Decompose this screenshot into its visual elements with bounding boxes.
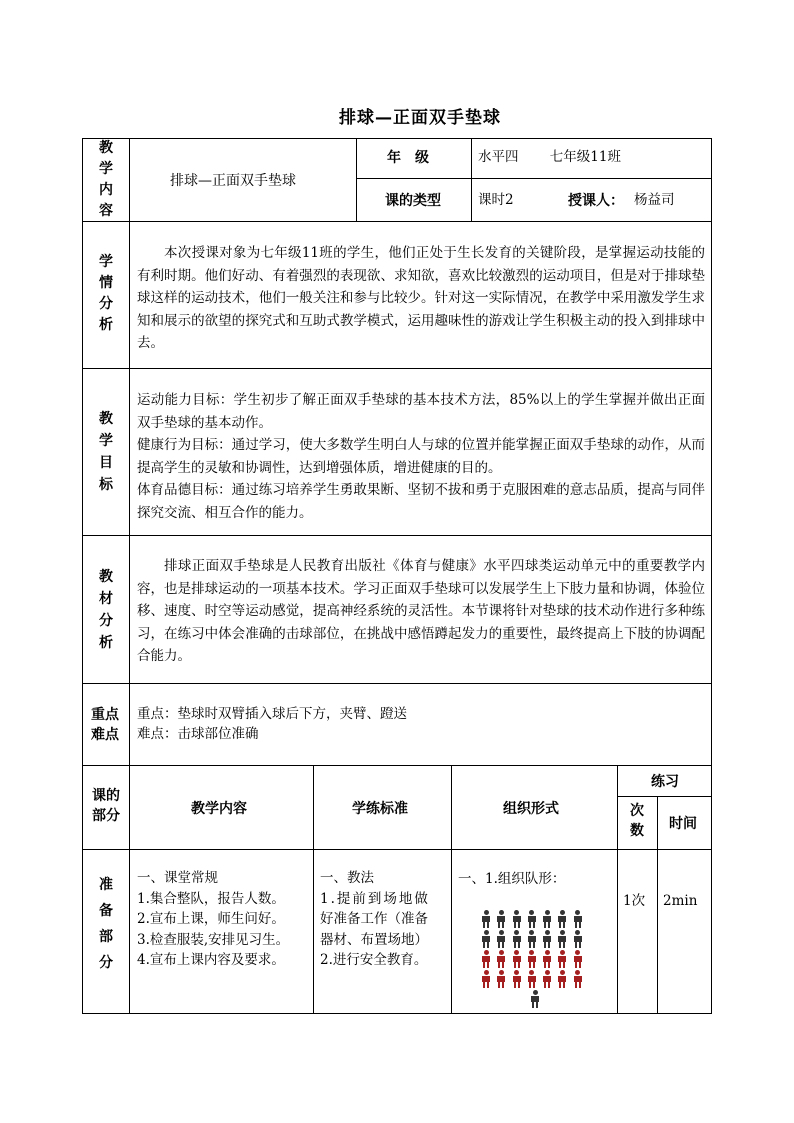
goals-label: 教学目标 xyxy=(99,411,113,493)
students-label: 学情分析 xyxy=(99,254,113,333)
material-text: 排球正面双手垫球是人民教育出版社《体育与健康》水平四球类运动单元中的重要教学内容，也是排球运动的一项基本技术。学习正面双手垫球可以发展学生上下肢力量和协调，体验位移、速度、时空等运动感觉，提高神经系统的灵活性。本节课将针对垫球的技术动作进行多种练习，在练习中体会准确的击球部位，在挑战中感悟蹲起发力的重要性，最终提高上下肢的协调配合能力。 xyxy=(137,558,705,664)
student-figure-icon xyxy=(511,950,523,968)
grade-label: 年 级 xyxy=(387,150,429,166)
goal-health: 健康行为目标：通过学习，使大多数学生明白人与球的位置并能掌握正面双手垫球的动作，从而提高学生的灵敏和协调性，达到增强体质，增进健康的目的。 xyxy=(137,437,705,476)
keypoint-label: 重点 xyxy=(91,707,119,723)
student-figure-icon xyxy=(495,930,507,948)
keypoint-text: 重点：垫球时双臂插入球后下方，夹臂、蹬送 xyxy=(137,706,407,722)
prep-content-line: 2.宣布上课，师生问好。 xyxy=(137,911,285,927)
prep-content-line: 4.宣布上课内容及要求。 xyxy=(137,952,285,968)
prep-content-line: 3.检查服装,安排见习生。 xyxy=(137,931,290,948)
student-figure-icon xyxy=(526,910,538,928)
student-figure-icon xyxy=(480,950,492,968)
prep-standard-line: 一、教法 xyxy=(320,870,374,886)
formation-teacher-row xyxy=(480,990,590,1010)
type-label: 课的类型 xyxy=(385,193,441,209)
org-header: 组织形式 xyxy=(503,801,559,817)
prep-label: 准备部分 xyxy=(99,877,113,971)
practice-header: 练习 xyxy=(651,774,679,790)
standard-header: 学练标准 xyxy=(352,801,408,817)
part-header: 课的部分 xyxy=(92,788,120,824)
page-title: 排球—正面双手垫球 xyxy=(339,108,501,128)
formation-row xyxy=(480,930,595,950)
student-figure-icon xyxy=(480,970,492,988)
student-figure-icon xyxy=(541,970,553,988)
type-value: 课时2 xyxy=(478,192,514,208)
prep-content-line: 1.集合整队，报告人数。 xyxy=(137,890,285,907)
duration-header: 时间 xyxy=(669,816,697,832)
student-figure-icon xyxy=(495,970,507,988)
prep-content-line: 一、课堂常规 xyxy=(137,870,218,886)
content-label: 教学内容 xyxy=(99,140,113,219)
prep-standard-line: 1.提前到场地做 xyxy=(320,890,430,907)
student-figure-icon xyxy=(526,970,538,988)
student-figure-icon xyxy=(526,930,538,948)
formation-row xyxy=(480,910,595,930)
prep-standard xyxy=(320,868,430,971)
student-figure-icon xyxy=(511,970,523,988)
content-header: 教学内容 xyxy=(191,801,247,817)
student-figure-icon xyxy=(572,950,584,968)
material-label: 教材分析 xyxy=(99,569,113,651)
student-figure-icon xyxy=(495,950,507,968)
difficulty-label: 难点 xyxy=(91,727,119,743)
student-figure-icon xyxy=(556,910,568,928)
prep-standard-line: 器材、布置场地） xyxy=(320,931,428,948)
prep-times: 1次 xyxy=(623,893,646,909)
student-figure-icon xyxy=(556,950,568,968)
formation-row xyxy=(480,970,595,990)
goals-list xyxy=(137,389,705,524)
grade-value: 水平四 七年级11班 xyxy=(478,149,621,165)
formation-diagram xyxy=(480,910,595,1010)
goal-motor: 运动能力目标：学生初步了解正面双手垫球的基本技术方法，85%以上的学生掌握并做出正面双手垫球的基本动作。 xyxy=(137,392,705,431)
student-figure-icon xyxy=(572,970,584,988)
formation-row xyxy=(480,950,595,970)
prep-standard-line: 2.进行安全教育。 xyxy=(320,952,428,968)
student-figure-icon xyxy=(526,950,538,968)
prep-org-text: 一、1.组织队形： xyxy=(458,871,566,887)
teacher-label: 授课人： xyxy=(568,193,624,209)
student-figure-icon xyxy=(541,930,553,948)
student-figure-icon xyxy=(572,910,584,928)
prep-duration: 2min xyxy=(663,893,698,909)
student-figure-icon xyxy=(495,910,507,928)
times-header: 次数 xyxy=(630,803,644,839)
prep-content xyxy=(137,868,289,971)
prep-standard-line: 好准备工作（准备 xyxy=(320,911,428,927)
goal-morality: 体育品德目标：通过练习培养学生勇敢果断、坚韧不拔和勇于克服困难的意志品质，提高与同伴探究交流、相互合作的能力。 xyxy=(137,482,705,521)
student-figure-icon xyxy=(480,910,492,928)
difficulty-text: 难点：击球部位准确 xyxy=(137,726,259,742)
student-figure-icon xyxy=(480,930,492,948)
student-figure-icon xyxy=(511,930,523,948)
student-figure-icon xyxy=(541,950,553,968)
student-figure-icon xyxy=(541,910,553,928)
student-figure-icon xyxy=(556,930,568,948)
student-figure-icon xyxy=(556,970,568,988)
student-figure-icon xyxy=(572,930,584,948)
content-value: 排球—正面双手垫球 xyxy=(170,173,296,189)
teacher-name: 杨益司 xyxy=(634,192,675,208)
student-figure-icon xyxy=(529,990,541,1008)
students-text: 本次授课对象为七年级11班的学生，他们正处于生长发育的关键阶段，是掌握运动技能的有利时期。他们好动、有着强烈的表现欲、求知欲，喜欢比较激烈的运动项目，但是对于排球垫球这样的运动技术，他们一般关注和参与比较少。针对这一实际情况，在教学中采用激发学生求知和展示的欲望的探究式和互助式教学模式，运用趣味性的游戏让学生积极主动的投入到排球中去。 xyxy=(137,245,705,351)
student-figure-icon xyxy=(511,910,523,928)
